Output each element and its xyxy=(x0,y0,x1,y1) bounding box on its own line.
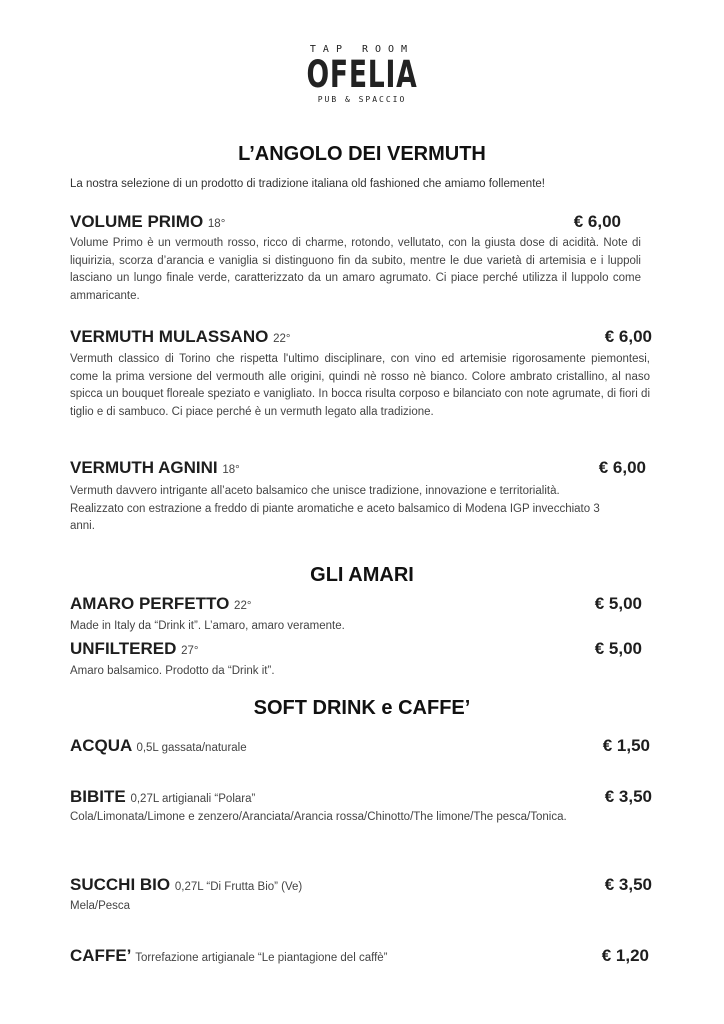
item-price: € 6,00 xyxy=(598,458,646,477)
item-price: € 6,00 xyxy=(604,327,652,346)
section-title-soft-drink: SOFT DRINK e CAFFE’ xyxy=(253,697,471,719)
item-title: VOLUME PRIMO xyxy=(70,212,204,231)
item-description: Vermuth classico di Torino che rispetta l'ultimo disciplinare, con vino ed artemisie rigorosamente piemontesi, come la prima versione del vermouth alle origini, quindi nè rosso nè bianco. Colore ambrato cristallino, al naso spicca un bouquet floreale speziato e vanigliato. In bocca risulta corposo e bilanciato con note agrumate, di fiori di tiglio e di sambuco. Ci piace perché è un vermuth legato alla tradizione. xyxy=(70,353,650,418)
item-title: ACQUA xyxy=(70,736,132,755)
item-title: UNFILTERED xyxy=(70,639,177,658)
item-detail: 0,27L “Di Frutta Bio” (Ve) xyxy=(174,881,303,893)
logo-tap-room: TAP ROOM xyxy=(309,44,415,55)
item-abv: 27° xyxy=(181,645,199,657)
item-price: € 3,50 xyxy=(604,875,652,894)
item-price: € 1,20 xyxy=(601,946,649,965)
item-abv: 22° xyxy=(273,333,291,345)
item-title: SUCCHI BIO xyxy=(70,875,171,894)
item-title: VERMUTH AGNINI xyxy=(70,458,218,477)
logo-pub-spaccio: PUB & SPACCIO xyxy=(317,95,407,104)
item-description: Vermuth davvero intrigante all’aceto balsamico che unisce tradizione, innovazione e territorialità. Realizzato con estrazione a freddo di piante aromatiche e aceto balsamico di Modena IGP invecchiato 3 anni. xyxy=(70,485,600,533)
item-name xyxy=(70,787,255,807)
item-price: € 6,00 xyxy=(573,212,621,231)
item-detail: Torrefazione artigianale “Le piantagione del caffè” xyxy=(135,952,388,964)
item-detail: 0,5L gassata/naturale xyxy=(136,742,247,754)
item-description: Amaro balsamico. Prodotto da “Drink it”. xyxy=(70,665,275,677)
item-price: € 3,50 xyxy=(604,787,652,806)
item-description: Cola/Limonata/Limone e zenzero/Aranciata/Arancia rossa/Chinotto/The limone/The pesca/Tonica. xyxy=(70,811,567,823)
item-description: Volume Primo è un vermouth rosso, ricco di charme, rotondo, vellutato, con la giusta dose di acidità. Note di liquirizia, scorza d’arancia e vaniglia si distinguono fin da subito, mentre le due varietà di artemisia e i luppoli lasciano un lungo finale verde, caratterizzato da un amaro agrumato. Ci piace perché utilizza il luppolo come ammaricante. xyxy=(70,237,641,302)
item-price: € 1,50 xyxy=(602,736,650,755)
item-abv: 18° xyxy=(207,218,226,230)
item-detail: 0,27L artigianali “Polara” xyxy=(130,793,256,805)
item-name xyxy=(70,327,290,347)
item-name xyxy=(70,594,251,614)
item-description: Mela/Pesca xyxy=(70,900,131,912)
logo-ofelia: OFELIA xyxy=(306,53,418,96)
item-title: AMARO PERFETTO xyxy=(70,594,230,613)
item-name xyxy=(70,458,240,478)
item-name xyxy=(70,212,225,232)
item-name xyxy=(70,639,199,659)
vermuth-intro: La nostra selezione di un prodotto di tradizione italiana old fashioned che amiamo follemente! xyxy=(70,178,545,190)
item-title: BIBITE xyxy=(70,787,126,806)
item-price: € 5,00 xyxy=(594,594,642,613)
item-abv: 22° xyxy=(234,600,252,612)
item-name xyxy=(70,875,302,895)
item-price: € 5,00 xyxy=(594,639,642,658)
logo xyxy=(0,44,724,106)
item-name xyxy=(70,946,388,966)
section-title-vermuth: L’ANGOLO DEI VERMUTH xyxy=(238,143,486,165)
section-title-amari: GLI AMARI xyxy=(310,564,414,586)
item-abv: 18° xyxy=(222,464,240,476)
item-title: VERMUTH MULASSANO xyxy=(70,327,269,346)
item-title: CAFFE’ xyxy=(70,946,131,965)
item-name xyxy=(70,736,247,756)
item-description: Made in Italy da “Drink it”. L’amaro, amaro veramente. xyxy=(70,620,345,632)
